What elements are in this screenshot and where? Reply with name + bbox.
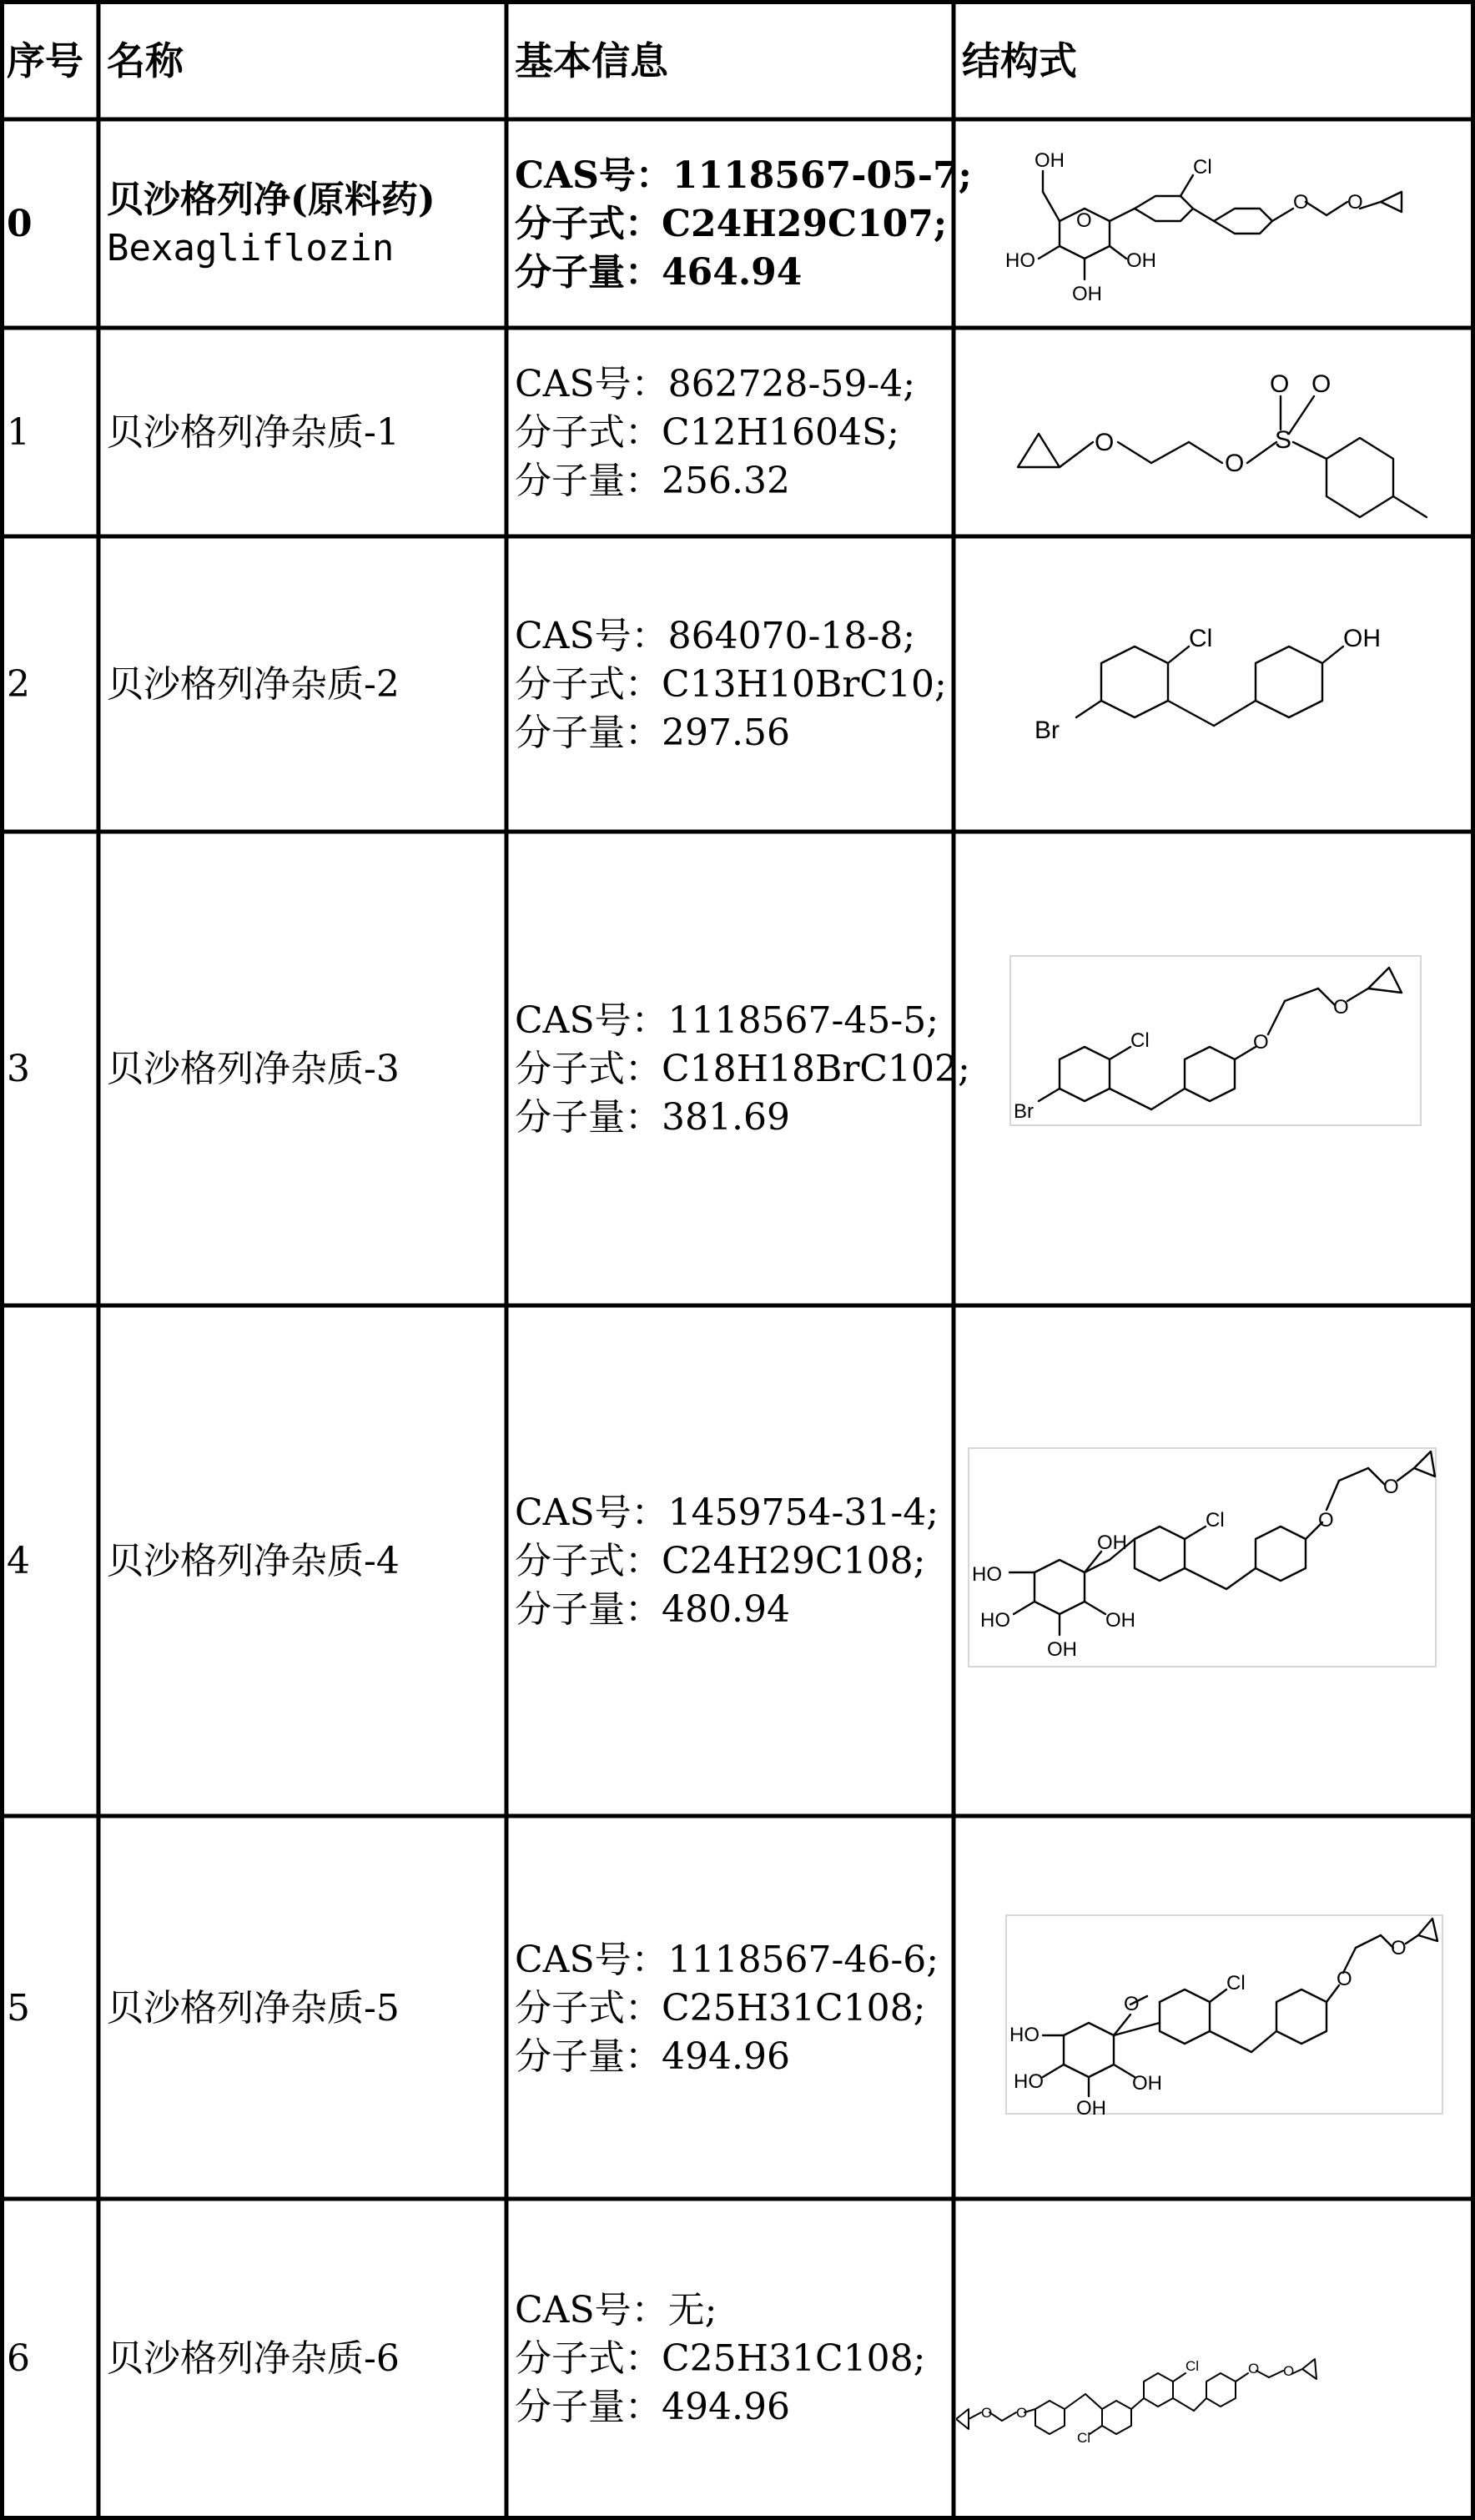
row-name-cn: 贝沙格列净杂质-2 xyxy=(107,663,400,706)
svg-text:O: O xyxy=(1095,429,1115,456)
impurity-4-structure-icon xyxy=(968,1447,1443,1668)
svg-text:OH: OH xyxy=(1105,1609,1135,1632)
svg-text:O: O xyxy=(1016,2405,1028,2421)
table-row xyxy=(7,539,97,831)
svg-text:OH: OH xyxy=(1047,1638,1077,1661)
svg-text:HO: HO xyxy=(980,1609,1010,1632)
row-no: 6 xyxy=(7,2337,30,2380)
row-cas: CAS号：1118567-45-5; xyxy=(515,999,939,1042)
row-formula: 分子式：C25H31C108; xyxy=(515,1986,926,2030)
row-formula: 分子式：C24H29C108; xyxy=(515,1540,926,1582)
row-cas: CAS号：862728-59-4; xyxy=(515,363,916,405)
row-mw: 分子量：464.94 xyxy=(515,251,803,294)
row-no: 1 xyxy=(7,411,30,454)
svg-text:Cl: Cl xyxy=(1206,1509,1225,1532)
row-formula: 分子式：C18H18BrC102; xyxy=(515,1048,970,1090)
row-cas: CAS号：无; xyxy=(515,2289,717,2331)
svg-text:OH: OH xyxy=(1126,249,1156,272)
svg-text:O: O xyxy=(1124,1993,1140,2015)
row-no: 4 xyxy=(7,1540,30,1582)
row-cas: CAS号：1118567-05-7; xyxy=(515,154,972,197)
row-mw: 分子量：256.32 xyxy=(515,460,790,502)
row-name-cn: 贝沙格列净杂质-4 xyxy=(107,1540,400,1582)
svg-text:O: O xyxy=(981,2405,993,2421)
header-structure: 结构式 xyxy=(962,38,1077,83)
table-row xyxy=(7,1308,97,1815)
impurity-3-structure-icon xyxy=(1009,955,1427,1130)
svg-text:O: O xyxy=(1283,2363,1295,2379)
row-no: 2 xyxy=(7,663,30,706)
svg-text:O: O xyxy=(1248,2361,1260,2377)
row-no: 0 xyxy=(7,203,33,245)
svg-text:HO: HO xyxy=(972,1563,1002,1586)
svg-text:O: O xyxy=(1225,450,1245,477)
row-name-cn: 贝沙格列净杂质-6 xyxy=(107,2337,400,2380)
row-name-en: Bexagliflozin xyxy=(107,227,395,269)
svg-text:O: O xyxy=(1076,209,1092,232)
table-row xyxy=(7,330,97,536)
svg-text:Cl: Cl xyxy=(1189,625,1213,652)
svg-text:O: O xyxy=(1293,191,1309,214)
svg-text:Cl: Cl xyxy=(1130,1029,1150,1052)
row-formula: 分子式：C13H10BrC10; xyxy=(515,663,947,706)
svg-text:O: O xyxy=(1347,191,1363,214)
svg-text:Cl: Cl xyxy=(1226,1972,1246,1994)
row-cas: CAS号：864070-18-8; xyxy=(515,615,916,657)
row-cas: CAS号：1459754-31-4; xyxy=(515,1491,939,1534)
svg-text:HO: HO xyxy=(1005,249,1035,272)
row-formula: 分子式：C24H29C107; xyxy=(515,203,948,245)
row-mw: 分子量：494.96 xyxy=(515,2386,790,2428)
row-name-cn: 贝沙格列净杂质-5 xyxy=(107,1986,400,2030)
row-name-cn: 贝沙格列净(原料药) xyxy=(107,179,435,221)
impurity-6-structure-icon xyxy=(956,2319,1472,2444)
svg-text:S: S xyxy=(1275,426,1292,454)
svg-text:HO: HO xyxy=(1014,2070,1044,2093)
svg-text:O: O xyxy=(1318,1509,1334,1532)
table-row xyxy=(7,122,97,327)
table-row xyxy=(7,834,97,1305)
svg-text:OH: OH xyxy=(1097,1532,1127,1554)
svg-text:O: O xyxy=(1337,1968,1352,1990)
svg-text:OH: OH xyxy=(1072,283,1102,305)
row-name-cn: 贝沙格列净杂质-3 xyxy=(107,1048,400,1090)
svg-text:O: O xyxy=(1311,370,1332,398)
table-row xyxy=(7,1818,97,2198)
impurity-2-structure-icon xyxy=(1035,617,1435,759)
row-no: 3 xyxy=(7,1048,30,1090)
svg-text:Cl: Cl xyxy=(1077,2430,1091,2444)
svg-text:OH: OH xyxy=(1343,625,1381,652)
row-mw: 分子量：381.69 xyxy=(515,1096,790,1139)
svg-text:O: O xyxy=(1383,1476,1399,1498)
svg-text:O: O xyxy=(1253,1031,1269,1054)
row-formula: 分子式：C25H31C108; xyxy=(515,2337,926,2380)
row-cas: CAS号：1118567-46-6; xyxy=(515,1938,939,1981)
impurity-5-structure-icon xyxy=(1005,1914,1447,2119)
svg-text:Br: Br xyxy=(1035,717,1060,744)
row-name-cn: 贝沙格列净杂质-1 xyxy=(107,411,400,454)
impurity-1-structure-icon xyxy=(1001,355,1468,521)
row-mw: 分子量：494.96 xyxy=(515,2035,790,2078)
header-name: 名称 xyxy=(107,38,184,83)
svg-text:Br: Br xyxy=(1014,1100,1034,1123)
svg-text:OH: OH xyxy=(1035,149,1065,172)
svg-text:OH: OH xyxy=(1132,2072,1162,2095)
svg-text:OH: OH xyxy=(1076,2097,1106,2119)
table-row xyxy=(7,2201,97,2517)
row-formula: 分子式：C12H1604S; xyxy=(515,411,899,454)
bexagliflozin-structure-icon xyxy=(993,142,1460,309)
header-no: 序号 xyxy=(7,38,83,83)
row-mw: 分子量：480.94 xyxy=(515,1588,790,1631)
svg-text:Cl: Cl xyxy=(1193,156,1212,179)
svg-text:O: O xyxy=(1333,996,1349,1019)
svg-text:Cl: Cl xyxy=(1186,2358,1200,2374)
svg-text:HO: HO xyxy=(1009,2024,1040,2046)
row-no: 5 xyxy=(7,1986,30,2030)
svg-text:O: O xyxy=(1391,1937,1407,1959)
svg-text:O: O xyxy=(1270,370,1290,398)
row-mw: 分子量：297.56 xyxy=(515,712,790,754)
header-info: 基本信息 xyxy=(515,38,668,83)
